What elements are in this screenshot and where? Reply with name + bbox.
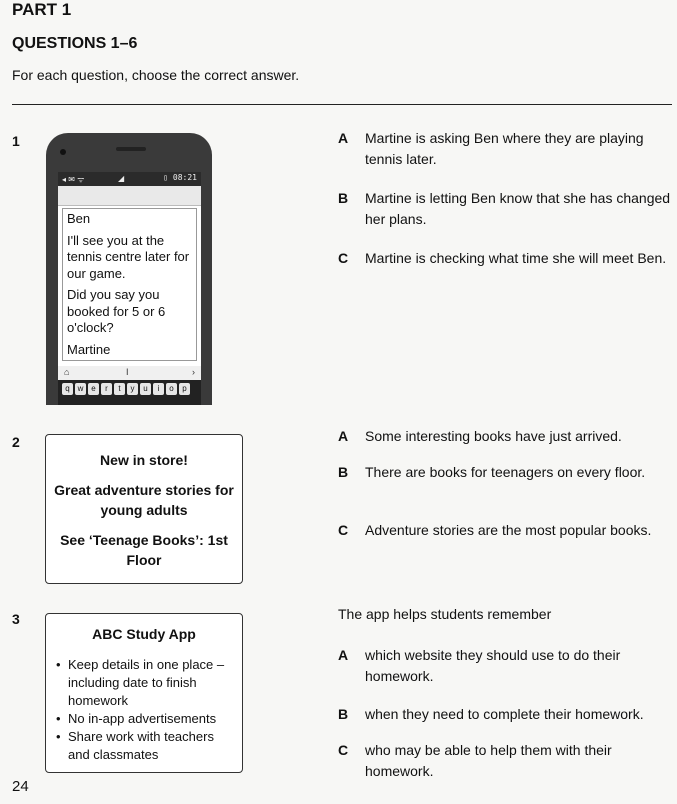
key: o: [166, 383, 177, 395]
key: q: [62, 383, 73, 395]
divider: [12, 104, 672, 105]
q3-option-a[interactable]: [338, 645, 673, 687]
key: i: [153, 383, 164, 395]
signal-icon: ◢: [118, 174, 125, 183]
app-feature-item: • No in-app advertisements: [68, 710, 234, 728]
message-line-2: Did you say you booked for 5 or 6 o'clock?: [67, 287, 166, 335]
phone-nav-bar: [58, 366, 201, 380]
q3-option-c[interactable]: [338, 740, 673, 782]
questions-heading: QUESTIONS 1–6: [12, 35, 138, 52]
option-letter: C: [338, 250, 349, 266]
notice-line-1: New in store!: [100, 452, 188, 468]
option-text: There are books for teenagers on every floor.: [365, 464, 646, 480]
message-recipient: Ben: [67, 211, 91, 226]
key: e: [88, 383, 99, 395]
camera-icon: [60, 149, 66, 155]
option-text: Some interesting books have just arrived.: [365, 428, 622, 444]
app-feature-item: • Share work with teachers and classmates: [68, 728, 234, 764]
option-text: which website they should use to do their homework.: [365, 647, 621, 684]
app-notice: [45, 613, 243, 773]
app-feature-list: [54, 656, 234, 764]
option-letter: B: [338, 706, 349, 722]
option-text: when they need to complete their homework.: [365, 706, 644, 722]
option-text: Martine is asking Ben where they are playing tennis later.: [365, 130, 644, 167]
screen-top-band: [58, 186, 201, 206]
option-text: Martine is letting Ben know that she has changed her plans.: [365, 190, 671, 227]
phone-screen: [58, 186, 201, 366]
page-number: 24: [12, 778, 29, 795]
q2-option-b[interactable]: [338, 462, 673, 483]
instructions: For each question, choose the correct answer.: [12, 67, 300, 83]
key: y: [127, 383, 138, 395]
option-letter: C: [338, 522, 349, 538]
key: p: [179, 383, 190, 395]
text-message: [62, 208, 197, 361]
q2-option-a[interactable]: [338, 426, 673, 447]
question-number-2: 2: [12, 434, 20, 450]
option-text: Martine is checking what time she will meet Ben.: [365, 250, 667, 266]
q1-option-a[interactable]: [338, 128, 673, 170]
cursor-icon: I: [126, 367, 129, 377]
q2-option-c[interactable]: [338, 520, 673, 541]
status-icons: ◂ ✉ ᯤ: [62, 175, 85, 184]
option-text: Adventure stories are the most popular books.: [365, 522, 652, 538]
notice-line-3: See ‘Teenage Books’: 1st Floor: [60, 532, 228, 568]
key: w: [75, 383, 86, 395]
option-letter: A: [338, 130, 349, 146]
part-heading: PART 1: [12, 0, 72, 19]
notice-line-2: Great adventure stories for young adults: [54, 482, 234, 518]
option-text: who may be able to help them with their homework.: [365, 742, 612, 779]
phone-keyboard: [58, 380, 201, 405]
option-letter: A: [338, 647, 349, 663]
phone-illustration: [46, 133, 212, 405]
option-letter: A: [338, 428, 349, 444]
store-notice: [45, 434, 243, 584]
question-number-1: 1: [12, 133, 20, 149]
question-number-3: 3: [12, 611, 20, 627]
message-line-1: I'll see you at the tennis centre later for our game.: [67, 232, 190, 281]
key: r: [101, 383, 112, 395]
q3-stem: The app helps students remember: [338, 606, 552, 622]
option-letter: B: [338, 190, 349, 206]
chevron-right-icon: ›: [192, 367, 195, 377]
key: u: [140, 383, 151, 395]
message-sender: Martine: [67, 341, 111, 357]
q3-option-b[interactable]: [338, 704, 673, 725]
phone-clock: ▯ 08:21: [163, 173, 197, 182]
option-letter: C: [338, 742, 349, 758]
q1-option-c[interactable]: [338, 248, 673, 269]
app-notice-title: ABC Study App: [92, 626, 196, 642]
key: t: [114, 383, 125, 395]
q1-option-b[interactable]: [338, 188, 673, 230]
home-icon: ⌂: [64, 367, 70, 377]
speaker-icon: [116, 147, 146, 151]
app-feature-item: • Keep details in one place – including date to finish homework: [68, 656, 234, 710]
phone-status-bar: [58, 172, 201, 186]
option-letter: B: [338, 464, 349, 480]
